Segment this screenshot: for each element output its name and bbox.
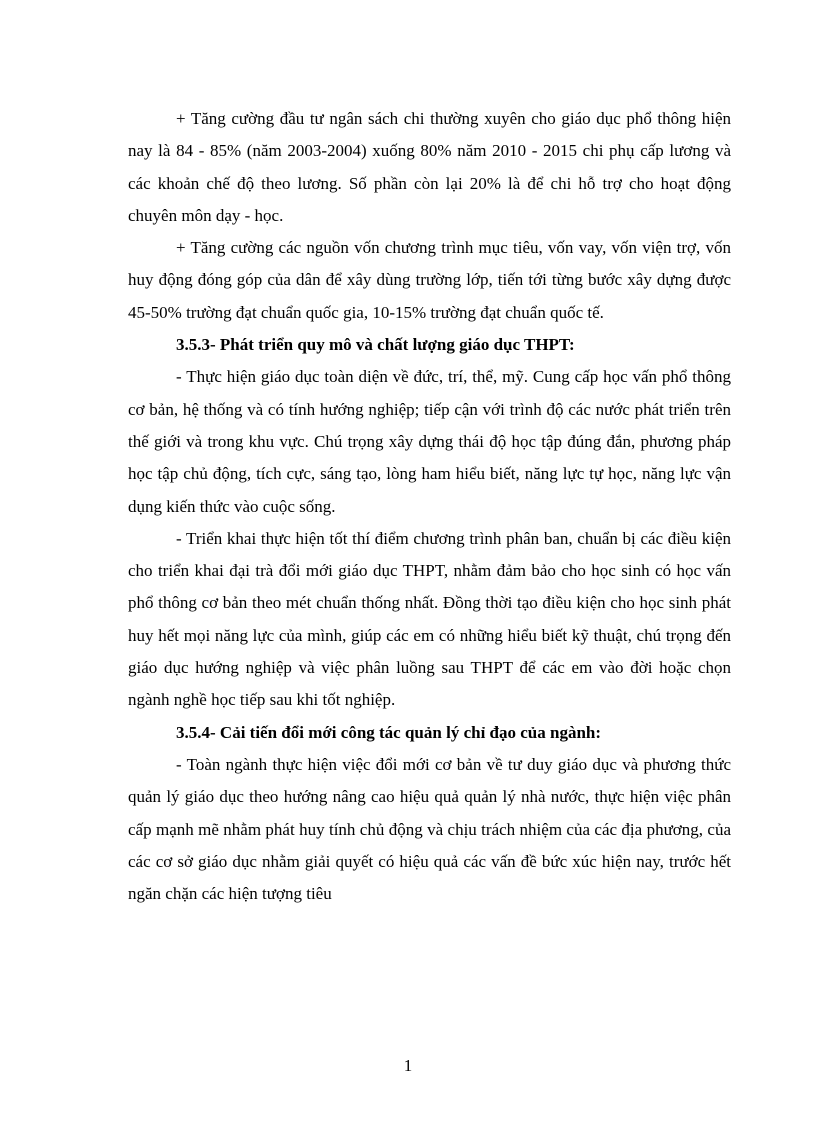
paragraph-funding-sources: + Tăng cường các nguồn vốn chương trình mục tiêu, vốn vay, vốn viện trợ, vốn huy động đóng góp của dân để xây dùng trường lớp, tiến tới từng bước xây dựng được 45-50% trường đạt chuẩn quốc gia, 10-15% trường đạt chuẩn quốc tế. xyxy=(128,238,731,322)
paragraph-comprehensive-education: - Thực hiện giáo dục toàn diện về đức, trí, thể, mỹ. Cung cấp học vấn phổ thông cơ bản, hệ thống và có tính hướng nghiệp; tiếp cận với trình độ các nước phát triển trên thế giới và trong khu vực. Chú trọng xây dựng thái độ học tập đúng đắn, phương pháp học tập chủ động, tích cực, sáng tạo, lòng ham hiểu biết, năng lực tự học, năng lực vận dụng kiến thức vào cuộc sống. xyxy=(128,367,731,516)
paragraph-management-reform: - Toàn ngành thực hiện việc đổi mới cơ bản về tư duy giáo dục và phương thức quản lý giáo dục theo hướng nâng cao hiệu quả quản lý nhà nước, thực hiện việc phân cấp mạnh mẽ nhằm phát huy tính chủ động và chịu trách nhiệm của các địa phương, của các cơ sở giáo dục nhằm giải quyết có hiệu quả các vấn đề bức xúc hiện nay, trước hết ngăn chặn các hiện tượng tiêu xyxy=(128,754,731,904)
section-heading-3-5-4: 3.5.4- Cải tiến đổi mới công tác quản lý chỉ đạo của ngành: xyxy=(176,722,602,742)
page-body xyxy=(128,103,731,910)
paragraph-streaming-program: - Triển khai thực hiện tốt thí điểm chương trình phân ban, chuẩn bị các điều kiện cho triển khai đại trà đổi mới giáo dục THPT, nhằm đảm bảo cho học sinh có học vấn phổ thông cơ bản theo mét chuẩn thống nhất. Đồng thời tạo điều kiện cho học sinh phát huy hết mọi năng lực của mình, giúp các em có những hiểu biết kỹ thuật, chú trọng đến giáo dục hướng nghiệp và việc phân luồng sau THPT để các em vào đời hoặc chọn ngành nghề học tiếp sau khi tốt nghiệp. xyxy=(128,528,731,710)
page-number: 1 xyxy=(403,1056,413,1075)
paragraph-budget: + Tăng cường đầu tư ngân sách chi thường xuyên cho giáo dục phổ thông hiện nay là 84 - 85% (năm 2003-2004) xuống 80% năm 2010 - 2015 chi phụ cấp lương và các khoản chế độ theo lương. Số phần còn lại 20% là để chi hỗ trợ cho hoạt động chuyên môn dạy - học. xyxy=(128,109,731,225)
section-heading-3-5-3: 3.5.3- Phát triển quy mô và chất lượng giáo dục THPT: xyxy=(176,335,575,355)
